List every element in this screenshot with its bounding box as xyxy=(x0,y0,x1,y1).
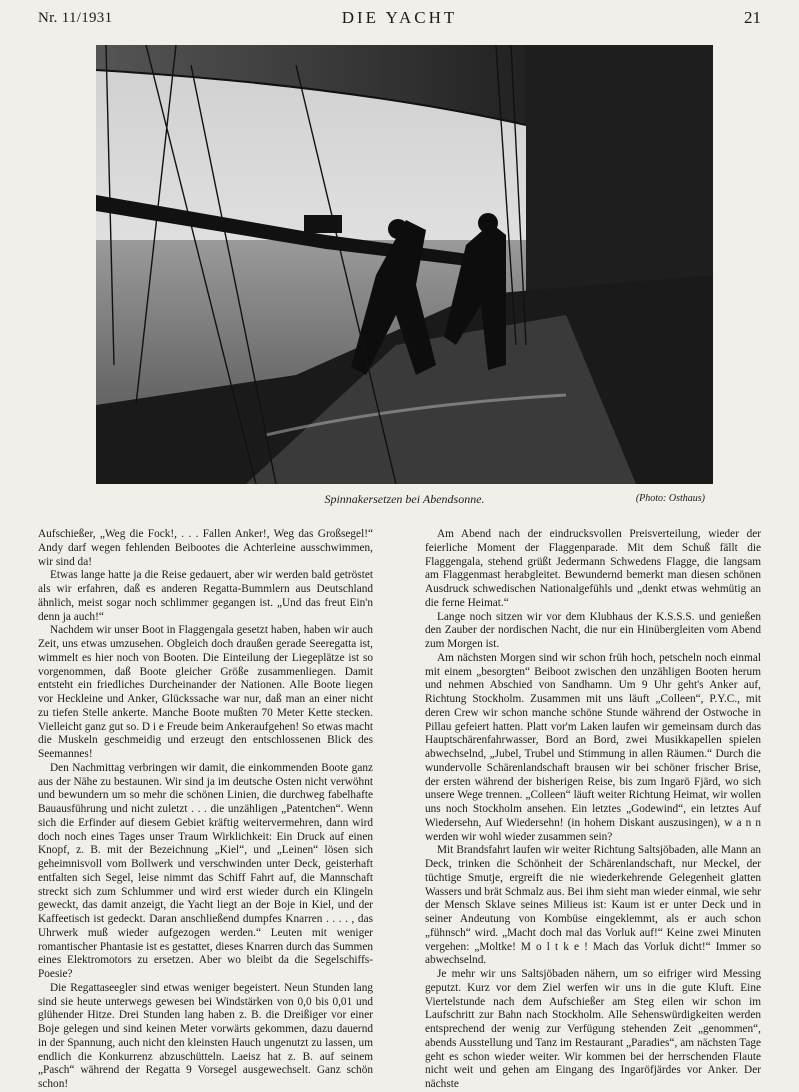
paragraph: Aufschießer, „Weg die Fock!, . . . Fallen Anker!, Weg das Großsegel!“ Andy darf wegen fehlenden Beibootes die Achterleine ausschwimmen, wir sind da! xyxy=(38,528,373,568)
paragraph: Am nächsten Morgen sind wir schon früh hoch, petscheln noch einmal mit einem „besorgten“ Beiboot zwischen den unzähligen Booten herum und nehmen Abschied von Sandhamn. Um 9 Uhr geht's Anker auf, Richtung Stockholm. Zusammen mit uns läuft „Colleen“, P.Y.C., mit deren Crew wir schon manche schöne Stunde während der Ostwoche in Pillau gefeiert hatten. Platt vor'm Laken laufen wir gemeinsam durch das Hauptschärenfahrwasser, Bord an Bord, zwei Musikkapellen spielen abwechselnd, „Jubel, Trubel und Stimmung in allen Räumen.“ Durch die wundervolle Schärenlandschaft brausen wir bei schöner frischer Brise, der ersten während der bisherigen Reise, bis zum Ingarö Fjärd, wo sich unsere Wege trennen. „Colleen“ läuft weiter Richtung Heimat, wir wollen uns noch Stockholm ansehen. Ein letztes „Godewind“, ein letztes Auf Wiedersehn, Auf Wiedersehn! (in hohem Diskant auszusingen), w a n n werden wir wohl wieder zusammen sein? xyxy=(425,651,761,843)
paragraph: Nachdem wir unser Boot in Flaggengala gesetzt haben, haben wir auch Zeit, uns etwas umzusehen. Obgleich doch draußen gerade Seeregatta ist, wimmelt es hier noch von Booten. Die Einteilung der Liegeplätze ist so vorgenommen, daß Boote gleicher Größe zusammenliegen. Damit entsteht ein friedliches Durcheinander der Nationen. Alle Boote liegen vor Heckleine und Anker, Glückssache war nur, daß man an einer nicht zu tiefen Stelle ankerte. Manche Boote mußten 70 Meter Kette stecken. Vielleicht ganz gut so. D i e Freude beim Ankeraufgehen! So etwas macht die Muskeln geschmeidig und erzeugt den entschlossenen Blick des Seemannes! xyxy=(38,624,373,760)
page-number: 21 xyxy=(744,8,761,27)
photo-caption: Spinnakersetzen bei Abendsonne. xyxy=(324,492,485,506)
photo-caption-bar xyxy=(96,492,713,508)
paragraph: Am Abend nach der eindrucksvollen Preisverteilung, wieder der feierliche Moment der Flaggenparade. Mit dem Schuß fällt die Flaggengala, stehend grüßt Jedermann Schwedens Flagge, die langsam am Flaggenmast herabgleitet. Bewundernd bemerkt man diesen schönen Ausdruck schwedischen Nationalgefühls und „denkt etwas wehmütig an die ferne Heimat.“ xyxy=(425,528,761,609)
paragraph: Lange noch sitzen wir vor dem Klubhaus der K.S.S.S. und genießen den Zauber der nordischen Nacht, die nur ein Hinübergleiten vom Abend zum Morgen ist. xyxy=(425,610,761,650)
sailing-photo-illustration xyxy=(96,45,713,484)
magazine-title: DIE YACHT xyxy=(341,8,458,27)
page-header xyxy=(38,8,761,30)
photo-credit: (Photo: Osthaus) xyxy=(635,493,705,504)
text-column-left xyxy=(38,528,373,1092)
paragraph: Je mehr wir uns Saltsjöbaden nähern, um so eifriger wird Messing geputzt. Kurz vor dem Ziel werfen wir uns in die gute Kluft. Eine Viertelstunde nach dem Aufschießer am Steg eilen wir schon im Laufschritt zur Bahn nach Stockholm. Alle Sehenswürdigkeiten werden entsprechend der wenig zur Verfügung stehenden Zeit „genommen“, abends Ausstellung und Tanz im Restaurant „Paradies“, am nächsten Tage geht es schon wieder weiter. Wir kommen bei der herrschenden Flaute nicht weit und gehen am Eingang des Ingaröfjärdes vor Anker. Der nächste xyxy=(425,968,761,1090)
paragraph: Mit Brandsfahrt laufen wir weiter Richtung Saltsjöbaden, alle Mann an Deck, trinken die Schönheit der Schärenlandschaft, nur Meckel, der tüchtige Smutje, ergreift die nie wiederkehrende Gelegenheit glatten Wassers und brät Schmalz aus. Bei ihm sieht man wieder einmal, wie sehr der Mensch Sklave seines Milieus ist: Kaum ist er unter Deck und in seiner Andeutung von Kombüse eingeklemmt, als er auch schon „fühnsch“ wird. „Macht doch mal das Vorluk auf!“ Keine zwei Minuten vergehen: „Moltke! M o l t k e ! Mach das Vorluk dicht!“ Immer so abwechselnd. xyxy=(425,844,761,967)
paragraph: Etwas lange hatte ja die Reise gedauert, aber wir werden bald getröstet als wir erfahren, daß es anderen Regatta-Bummlern aus Deutschland ähnlich, meist sogar noch schlimmer gegangen ist. „Und das freut Ein'n denn ja auch!“ xyxy=(38,569,373,623)
text-column-right xyxy=(425,528,761,1092)
sailing-photo xyxy=(96,45,713,484)
issue-number: Nr. 11/1931 xyxy=(38,10,113,26)
paragraph: Den Nachmittag verbringen wir damit, die einkommenden Boote ganz aus der Nähe zu bestaunen. Wir sind ja im deutsche Osten nicht verwöhnt und bewundern um so mehr die schönen Linien, die durchweg fabelhafte Bauausführung und nicht zuletzt . . . die unzähligen „Patentchen“. Wenn sich die Erfinder auf diesem Gebiet kräftig weitervermehren, dann wird doch noch eines Tages unser Traum Wirklichkeit: Ein Druck auf einen Knopf, z. B. mit der Bezeichnung „Kiel“, und „Leinen“ lösen sich geheimnisvoll vom Bollwerk und verschwinden unter Deck, geisterhaft entfalten sich Segel, leise nimmt das Schiff Fahrt auf, die Mannschaft streckt sich zum Schlummer und wird erst wieder durch ein Klingeln geweckt, das damit anzeigt, die Yacht liegt an der Boje in Kiel, und der Kaffeetisch ist gedeckt. Daran anschließend dumpfes Knarren . . . . , das Uhrwerk muß wieder aufgezogen werden.“ Leuten mit weniger romantischer Phantasie ist es gestattet, dieses Knarren durch das Summen eines Elektromotors zu ersetzen. Aber wo bleibt da die Segelschiffs-Poesie? xyxy=(38,761,373,980)
paragraph: Die Regattaseegler sind etwas weniger begeistert. Neun Stunden lang sind sie heute unterwegs gewesen bei Windstärken von 0,0 bis 0,01 und glühender Hitze. Drei Stunden lang haben z. B. die Dreißiger vor einer Boje gelegen und sind keinen Meter vorwärts gekommen, dazu dauernd in der Spannung, auch nicht den kleinsten Hauch ungenutzt zu lassen, um endlich die Konkurrenz abzuschütteln. Laeisz hat z. B. auf seinem „Pasch“ während der Regatta 9 Vorsegel ausgewechselt. Ganz schön schon! xyxy=(38,981,373,1090)
